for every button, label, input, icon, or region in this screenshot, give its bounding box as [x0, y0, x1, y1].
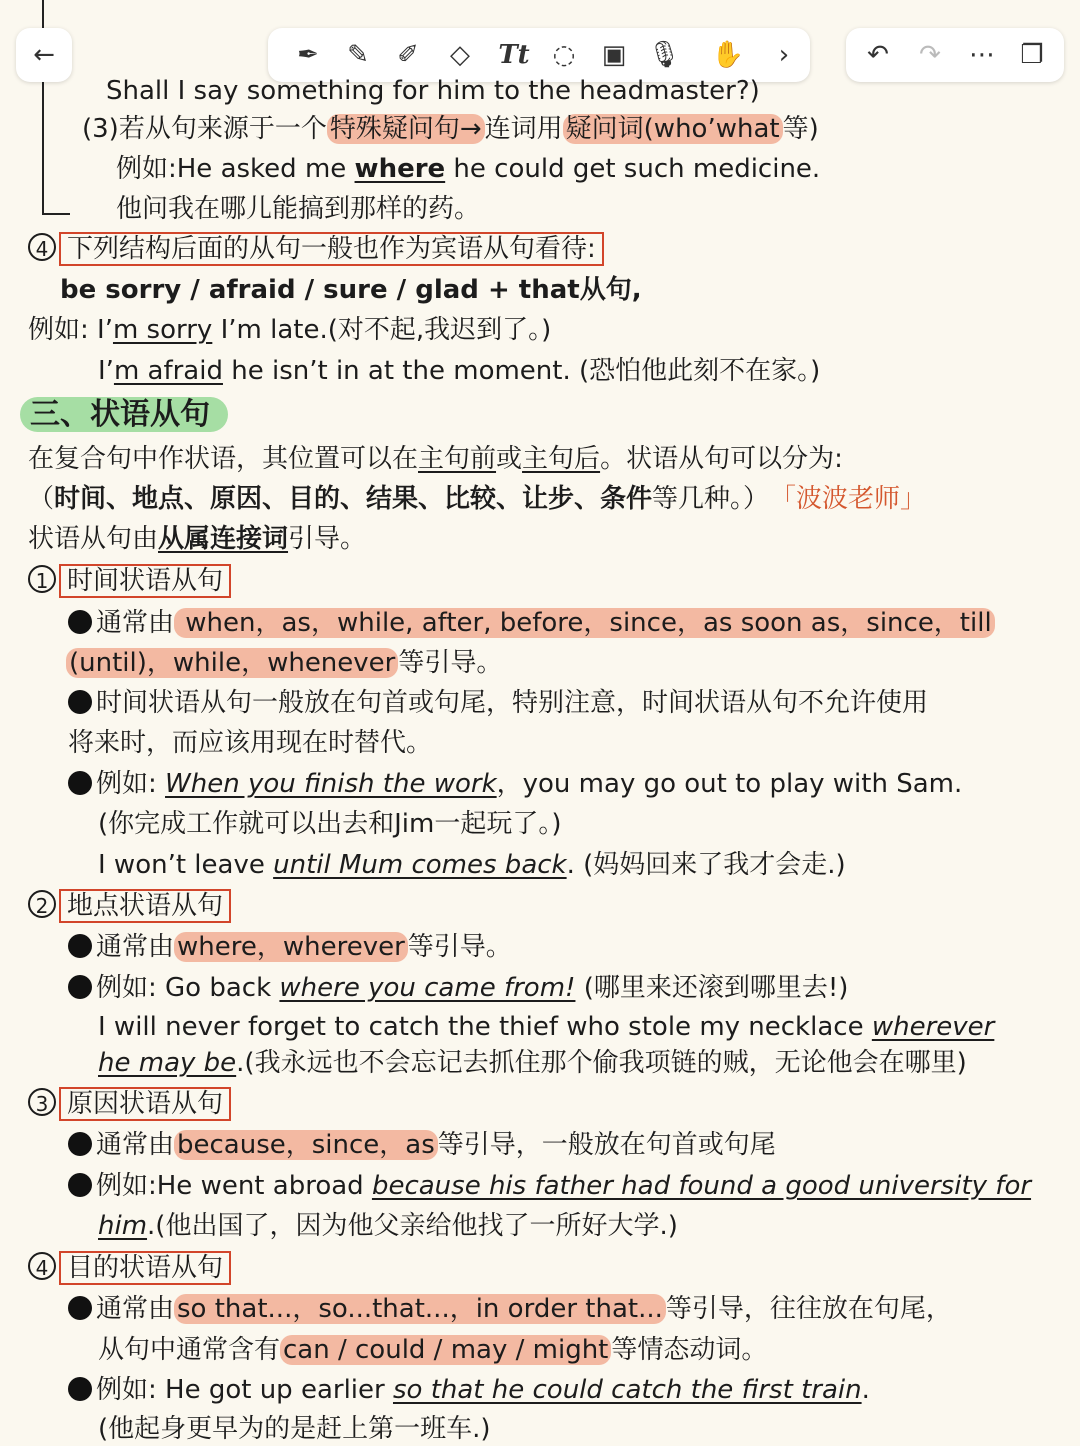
bullet-line — [68, 1169, 1031, 1203]
bullet-icon — [68, 1377, 92, 1401]
boxed-heading: 原因状语从句 — [59, 1087, 231, 1121]
circled-number: 3 — [28, 1088, 56, 1116]
bullet-line — [68, 930, 512, 964]
underlined-text: until Mum comes back — [273, 850, 567, 880]
circled-number: 1 — [28, 565, 56, 593]
boxed-heading: 下列结构后面的从句一般也作为宾语从句看待: — [59, 232, 604, 266]
text: 例如: I’ — [28, 315, 113, 345]
arrow-left-icon[interactable]: ← — [33, 40, 55, 70]
text: 例如: — [96, 769, 166, 799]
text: 等引导。 — [398, 648, 503, 678]
bullet-icon — [68, 610, 92, 634]
underlined-text: m sorry — [112, 315, 213, 345]
text: 例如:He went abroad — [96, 1171, 372, 1201]
pages-icon[interactable]: ❐ — [1020, 40, 1044, 70]
bullet-line — [68, 971, 848, 1005]
highlight: when，as，while, after, before，since，as soon as，since，till — [174, 608, 995, 638]
text-line — [98, 1046, 967, 1080]
text: 等引导。 — [407, 932, 512, 962]
text: I won’t leave — [98, 850, 274, 880]
image-icon[interactable]: ▣ — [601, 40, 627, 70]
circled-number: 4 — [28, 233, 56, 261]
underlined-text: him — [98, 1211, 148, 1241]
text: 等情态动词。 — [611, 1335, 768, 1365]
text-line: (他起身更早为的是赶上第一班车.) — [98, 1414, 491, 1444]
chevron-right-icon[interactable]: › — [778, 40, 790, 70]
text-line: 将来时，而应该用现在时替代。 — [68, 728, 433, 758]
highlight: 特殊疑问句→ — [327, 114, 485, 144]
bullet-icon — [68, 934, 92, 958]
circled-number: 2 — [28, 890, 56, 918]
text-line: be sorry / afraid / sure / glad + that从句, — [60, 275, 642, 305]
text: 引导。 — [288, 524, 367, 554]
bullet-line — [68, 1373, 870, 1407]
highlight: because，since，as — [174, 1130, 438, 1160]
subsection-heading — [28, 889, 231, 923]
text: 时间状语从句一般放在句首或句尾，特别注意，时间状语从句不允许使用 — [96, 688, 929, 718]
bullet-line — [68, 606, 995, 640]
text-line: (你完成工作就可以出去和Jim一起玩了。) — [98, 809, 562, 839]
text: 例如: He got up earlier — [96, 1375, 393, 1405]
underlined-text: because his father had found a good university for — [371, 1171, 1032, 1201]
bullet-icon — [68, 1173, 92, 1197]
text-line — [28, 522, 366, 556]
pencil-icon[interactable]: ✎ — [347, 40, 369, 70]
text-line: Shall I say something for him to the headmaster?) — [106, 76, 760, 106]
text-line — [98, 1209, 678, 1243]
circled-number: 4 — [28, 1252, 56, 1280]
bullet-icon — [68, 1132, 92, 1156]
text: 在复合句中作状语，其位置可以在 — [28, 444, 419, 474]
text-line: 他问我在哪儿能搞到那样的药。 — [116, 194, 481, 224]
bold-text: 时间、地点、原因、目的、结果、比较、让步、条件 — [54, 484, 653, 514]
text: 或 — [496, 444, 523, 474]
text-line — [98, 1333, 767, 1367]
underlined-text: where you came from! — [279, 973, 576, 1003]
subsection-heading — [28, 564, 231, 598]
text-line — [116, 152, 820, 186]
text: 通常由 — [96, 608, 175, 638]
pen-icon[interactable]: ✒ — [297, 40, 319, 70]
highlight: (until)，while，whenever — [66, 648, 398, 678]
mic-icon[interactable]: 🎙 — [647, 40, 681, 70]
underlined-text: 主句前 — [418, 444, 497, 474]
text: .(我永远也不会忘记去抓住那个偷我项链的贼，无论他会在哪里) — [236, 1048, 967, 1078]
text: ，you may go out to play with Sam. — [496, 769, 963, 799]
text-line — [98, 354, 820, 388]
text-line — [66, 646, 502, 680]
text: I will never forget to catch the thief who stole my necklace — [98, 1012, 872, 1042]
text-line — [98, 1010, 994, 1044]
text-line — [98, 848, 846, 882]
text: （ — [28, 484, 55, 514]
text: he could get such medicine. — [445, 154, 821, 184]
lasso-icon[interactable]: ◌ — [552, 40, 576, 70]
underlined-text: 从属连接词 — [158, 524, 289, 554]
text: . (妈妈回来了我才会走.) — [566, 850, 846, 880]
text: 通常由 — [96, 1294, 175, 1324]
text-line — [28, 232, 604, 266]
text: .(他出国了，因为他父亲给他找了一所好大学.) — [147, 1211, 678, 1241]
bullet-icon — [68, 1296, 92, 1320]
boxed-heading: 地点状语从句 — [59, 889, 231, 923]
bullet-icon — [68, 690, 92, 714]
text-line — [28, 313, 551, 347]
bullet-line — [68, 1128, 776, 1162]
back-button-container[interactable] — [16, 28, 72, 82]
underlined-text: so that he could catch the first train — [392, 1375, 862, 1405]
highlight: so that...，so...that...，in order that... — [174, 1294, 666, 1324]
text: 例如:He asked me — [116, 154, 355, 184]
text: 。状语从句可以分为: — [600, 444, 843, 474]
text: 等) — [782, 114, 819, 144]
bullet-line — [68, 686, 928, 720]
bullet-line — [68, 767, 962, 801]
text: 等几种。） — [652, 484, 770, 514]
highlighter-icon[interactable]: ✐ — [397, 40, 419, 70]
highlight: where，wherever — [174, 932, 408, 962]
text: . — [861, 1375, 870, 1405]
text: 等引导，一般放在句首或句尾 — [437, 1130, 776, 1160]
text: I’m late.(对不起,我迟到了。) — [212, 315, 552, 345]
underlined-text: wherever — [871, 1012, 995, 1042]
text-line — [28, 442, 843, 476]
text: 从句中通常含有 — [98, 1335, 281, 1365]
text-icon[interactable]: Tt — [498, 40, 530, 70]
bracket-foot — [42, 213, 70, 215]
text: 等引导，往往放在句尾， — [665, 1294, 952, 1324]
subsection-heading — [28, 1251, 231, 1285]
text-line — [28, 482, 926, 516]
text: 通常由 — [96, 932, 175, 962]
underlined-text: he may be — [98, 1048, 237, 1078]
eraser-icon[interactable]: ◇ — [450, 40, 470, 70]
text: 连词用 — [484, 114, 563, 144]
underlined-text: where — [354, 154, 446, 184]
text-line — [82, 112, 819, 146]
text: 例如: Go back — [96, 973, 280, 1003]
underlined-text: 主句后 — [522, 444, 601, 474]
text: 通常由 — [96, 1130, 175, 1160]
boxed-heading: 目的状语从句 — [59, 1251, 231, 1285]
green-heading: 三、状语从句 — [20, 397, 228, 432]
text: I’ — [98, 356, 114, 386]
redo-icon[interactable]: ↷ — [919, 40, 941, 70]
right-toolbar — [846, 28, 1064, 82]
highlight: 疑问词(who’what — [563, 114, 783, 144]
text: (哪里来还滚到哪里去!) — [575, 973, 849, 1003]
underlined-text: When you finish the work — [165, 769, 497, 799]
subsection-heading — [28, 1087, 231, 1121]
boxed-heading: 时间状语从句 — [59, 564, 231, 598]
hand-draw-icon[interactable]: ✋ — [711, 40, 745, 70]
highlight: can / could / may / might — [280, 1335, 611, 1365]
more-icon[interactable]: ⋯ — [969, 40, 995, 70]
author-tag: 「波波老师」 — [783, 484, 927, 514]
text: (3)若从句来源于一个 — [82, 114, 327, 144]
bullet-icon — [68, 975, 92, 999]
bullet-icon — [68, 771, 92, 795]
undo-icon[interactable]: ↶ — [867, 40, 889, 70]
text: he isn’t in at the moment. (恐怕他此刻不在家。) — [222, 356, 821, 386]
bullet-line — [68, 1292, 952, 1326]
section-heading — [20, 394, 228, 436]
text: 状语从句由 — [28, 524, 159, 554]
underlined-text: m afraid — [113, 356, 223, 386]
